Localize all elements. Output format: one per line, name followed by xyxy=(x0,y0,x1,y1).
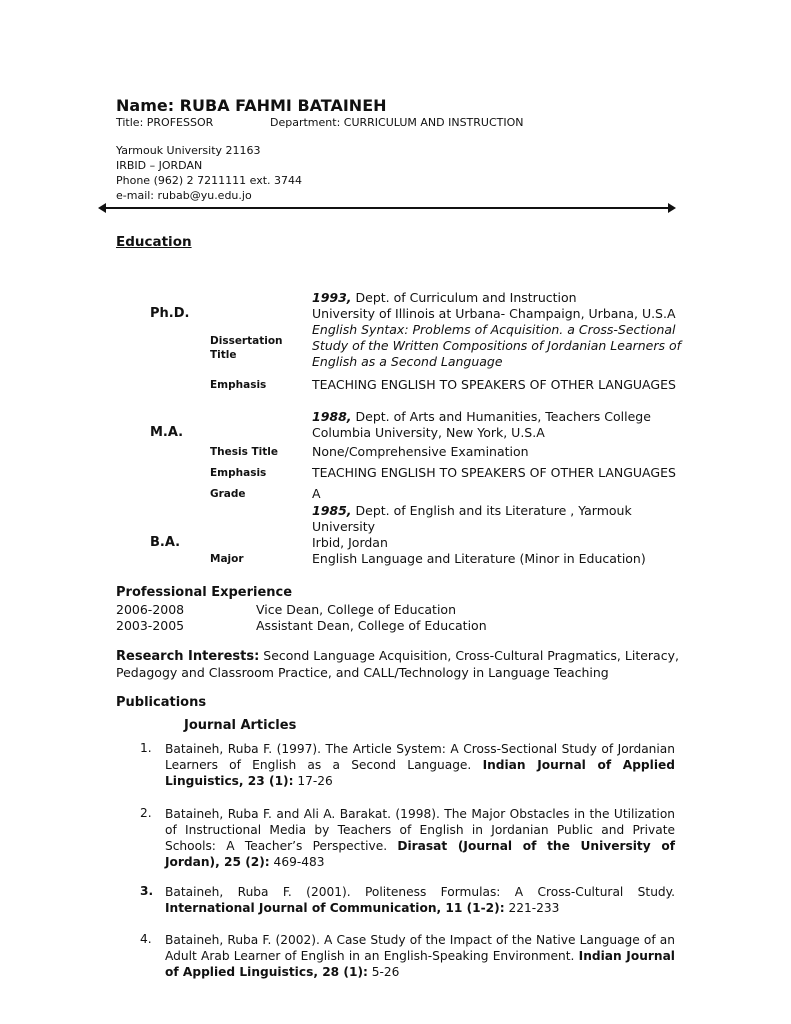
journal-articles-subheading: Journal Articles xyxy=(184,718,297,733)
research-label: Research Interests: xyxy=(116,649,260,664)
experience-role: Assistant Dean, College of Education xyxy=(256,618,487,633)
ba-university: University xyxy=(312,519,376,534)
ba-dept: Dept. of English and its Literature , Yarmouk xyxy=(351,503,632,518)
thesis-title: None/Comprehensive Examination xyxy=(312,444,529,459)
experience-role: Vice Dean, College of Education xyxy=(256,602,456,617)
ba-year: 1985, xyxy=(312,503,352,518)
journal-name: Dirasat (Journal of the University of Jordan), 25 (2): xyxy=(165,839,675,869)
education-heading: Education xyxy=(116,234,192,250)
phone: Phone (962) 2 7211111 ext. 3744 xyxy=(116,174,303,187)
major-label: Major xyxy=(210,553,244,565)
degree-ma: M.A. xyxy=(150,425,184,440)
research-interests-cont: Pedagogy and Classroom Practice, and CALL/Technology in Language Teaching xyxy=(116,665,609,680)
research-interests: Research Interests: Second Language Acquisition, Cross-Cultural Pragmatics, Literacy, xyxy=(116,648,679,664)
ma-university: Columbia University, New York, U.S.A xyxy=(312,425,545,440)
degree-ba: B.A. xyxy=(150,535,181,550)
publication-item: Bataineh, Ruba F. and Ali A. Barakat. (1998). The Major Obstacles in the Utilization of Instructional Media by Teachers of English in Jordanian Public and Private Schools: A Teacher’s Perspective. Dirasat (Journal of the University of Jordan), 25 (2): 469-483 xyxy=(165,807,675,869)
thesis-label: Thesis Title xyxy=(210,446,279,458)
phd-emphasis-label: Emphasis xyxy=(210,379,267,391)
ma-emphasis: TEACHING ENGLISH TO SPEAKERS OF OTHER LANGUAGES xyxy=(312,465,676,480)
dissertation-title: English Syntax: Problems of Acquisition. a Cross-Sectional Study of the Written Compositions of Jordanian Learners of English as a Second Language xyxy=(312,322,682,369)
phd-year-line xyxy=(312,290,577,306)
pub-number: 4. xyxy=(140,932,152,946)
journal-name: International Journal of Communication, 11 (1-2): xyxy=(165,901,505,915)
cv-name: Name: RUBA FAHMI BATAINEH xyxy=(116,96,387,115)
dissertation-label: Dissertation Title xyxy=(210,335,283,361)
ma-year: 1988, xyxy=(312,409,352,424)
phd-emphasis: TEACHING ENGLISH TO SPEAKERS OF OTHER LANGUAGES xyxy=(312,377,676,392)
experience-years: 2003-2005 xyxy=(116,618,185,633)
department: Department: CURRICULUM AND INSTRUCTION xyxy=(270,116,524,129)
publications-heading: Publications xyxy=(116,695,207,710)
publication-item: Bataineh, Ruba F. (1997). The Article System: A Cross-Sectional Study of Jordanian Learners of English as a Second Language. Indian Journal of Applied Linguistics, 23 (1): 17-26 xyxy=(165,742,675,788)
ma-dept: Dept. of Arts and Humanities, Teachers College xyxy=(351,409,651,424)
degree-phd: Ph.D. xyxy=(150,306,190,321)
phd-university: University of Illinois at Urbana- Champaign, Urbana, U.S.A xyxy=(312,306,676,321)
pub-number: 3. xyxy=(140,884,154,898)
publication-item: Bataineh, Ruba F. (2001). Politeness Formulas: A Cross-Cultural Study. International Journal of Communication, 11 (1-2): 221-233 xyxy=(165,885,675,915)
phd-dept: Dept. of Curriculum and Instruction xyxy=(351,290,577,305)
grade-label: Grade xyxy=(210,488,246,500)
address-line: Yarmouk University 21163 xyxy=(116,144,261,157)
journal-name: Indian Journal of Applied Linguistics, 28 (1): xyxy=(165,949,675,979)
journal-name: Indian Journal of Applied Linguistics, 23 (1): xyxy=(165,758,675,788)
pub-number: 2. xyxy=(140,806,152,820)
experience-heading: Professional Experience xyxy=(116,585,293,600)
ma-year-line xyxy=(312,409,651,425)
pub-number: 1. xyxy=(140,741,152,755)
address-line: IRBID – JORDAN xyxy=(116,159,203,172)
ma-emphasis-label: Emphasis xyxy=(210,467,267,479)
ba-major: English Language and Literature (Minor in Education) xyxy=(312,551,646,566)
ba-year-line xyxy=(312,503,632,519)
phd-year: 1993, xyxy=(312,290,352,305)
publication-item: Bataineh, Ruba F. (2002). A Case Study of the Impact of the Native Language of an Adult Arab Learner of English in an English-Speaking Environment. Indian Journal of Applied Linguistics, 28 (1): 5-26 xyxy=(165,933,675,979)
double-arrow-divider xyxy=(106,207,668,209)
job-title: Title: PROFESSOR xyxy=(116,116,214,129)
grade-value: A xyxy=(312,486,321,501)
ba-city: Irbid, Jordan xyxy=(312,535,388,550)
experience-years: 2006-2008 xyxy=(116,602,185,617)
email: e-mail: rubab@yu.edu.jo xyxy=(116,189,252,202)
